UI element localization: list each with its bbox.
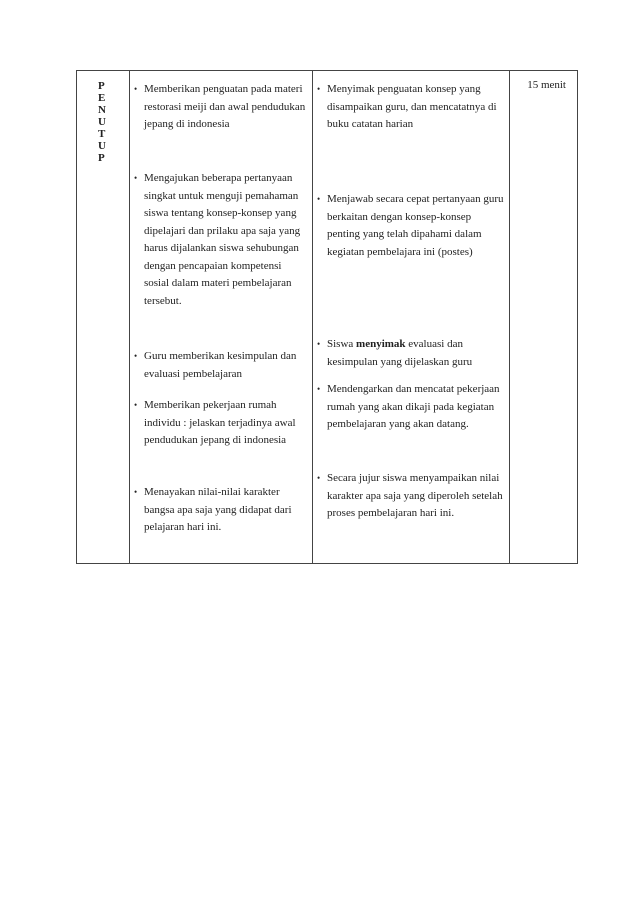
phase-letter: T bbox=[98, 128, 106, 140]
table-row bbox=[77, 71, 578, 564]
teacher-activity-text: Memberikan penguatan pada materi restorasi meiji dan awal pendudukan jepang di indonesia bbox=[144, 83, 306, 130]
teacher-activity-text: Guru memberikan kesimpulan dan evaluasi pembelajaran bbox=[144, 350, 297, 380]
student-activity-text: Menjawab secara cepat pertanyaan guru berkaitan dengan konsep-konsep penting yang telah dipahami dalam kegiatan pembelajara ini (postes) bbox=[327, 193, 504, 258]
student-activity-item bbox=[317, 191, 506, 261]
student-activity-text: Siswa menyimak evaluasi dan kesimpulan yang dijelaskan guru bbox=[327, 338, 473, 368]
student-activity-item bbox=[317, 470, 506, 523]
time-allocation: 15 menit bbox=[527, 79, 566, 91]
bullet-icon: • bbox=[134, 84, 138, 94]
student-activity-text: Secara jujur siswa menyampaikan nilai karakter apa saja yang diperoleh setelah proses pembelajaran hari ini. bbox=[327, 472, 503, 519]
teacher-activity-text: Memberikan pekerjaan rumah individu : jelaskan terjadinya awal pendudukan jepang di indonesia bbox=[144, 399, 296, 446]
student-activity-text: Mendengarkan dan mencatat pekerjaan rumah yang akan dikaji pada kegiatan pembelajaran yang akan datang. bbox=[327, 383, 500, 430]
student-activity-item bbox=[317, 336, 506, 371]
phase-letter: N bbox=[98, 104, 106, 116]
teacher-activity-item bbox=[134, 484, 309, 537]
lesson-table bbox=[76, 70, 578, 564]
bullet-icon: • bbox=[317, 473, 321, 483]
teacher-activity-item bbox=[134, 170, 309, 310]
student-activity-text: Menyimak penguatan konsep yang disampaikan guru, dan mencatatnya di buku catatan harian bbox=[327, 83, 497, 130]
phase-label bbox=[77, 71, 129, 164]
student-activity-item bbox=[317, 81, 506, 134]
time-cell bbox=[510, 71, 578, 564]
teacher-activity-text: Mengajukan beberapa pertanyaan singkat untuk menguji pemahaman siswa tentang konsep-konsep yang dipelajari dan prilaku apa saja yang harus dijalankan siswa sehubungan dengan pencapaian kompetensi sosial dalam materi pembelajaran tersebut. bbox=[144, 172, 301, 307]
phase-letter: U bbox=[98, 116, 106, 128]
bullet-icon: • bbox=[317, 339, 321, 349]
phase-letter: E bbox=[98, 92, 106, 104]
student-activity-item bbox=[317, 381, 506, 434]
phase-letter: P bbox=[98, 80, 105, 92]
teacher-activity-cell bbox=[130, 71, 313, 564]
bullet-icon: • bbox=[317, 194, 321, 204]
bullet-icon: • bbox=[134, 173, 138, 183]
bullet-icon: • bbox=[317, 84, 321, 94]
teacher-activity-item bbox=[134, 348, 309, 383]
phase-letter: P bbox=[98, 152, 105, 164]
student-activity-cell bbox=[313, 71, 510, 564]
teacher-activity-text: Menayakan nilai-nilai karakter bangsa apa saja yang didapat dari pelajaran hari ini. bbox=[144, 486, 292, 533]
teacher-activity-item bbox=[134, 81, 309, 134]
teacher-activity-item bbox=[134, 397, 309, 450]
bullet-icon: • bbox=[134, 487, 138, 497]
bullet-icon: • bbox=[317, 384, 321, 394]
bullet-icon: • bbox=[134, 351, 138, 361]
phase-letter: U bbox=[98, 140, 106, 152]
bullet-icon: • bbox=[134, 400, 138, 410]
phase-cell bbox=[77, 71, 130, 564]
